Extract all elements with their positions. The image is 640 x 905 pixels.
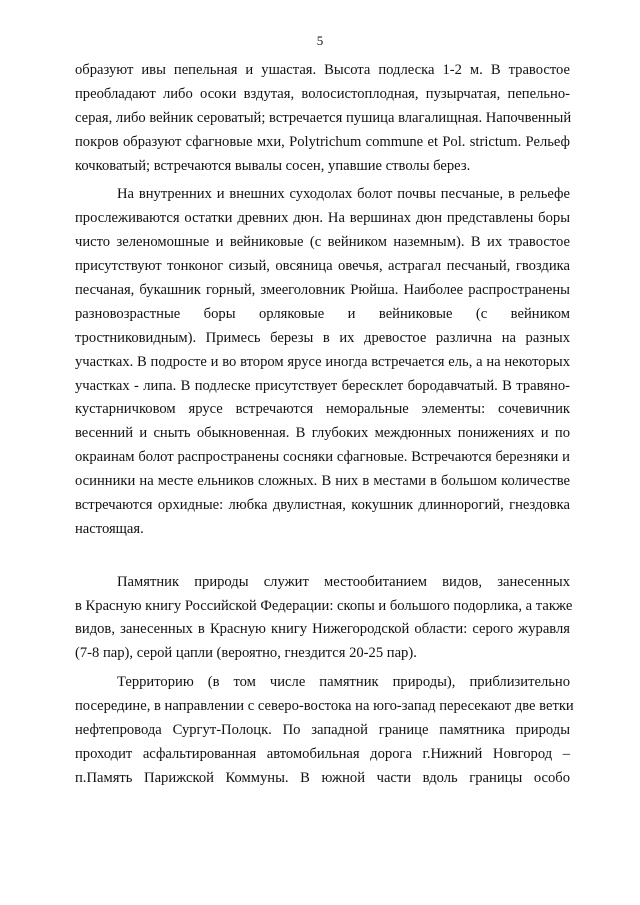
paragraph-2 (75, 183, 570, 565)
text-line: Памятник природы служит местообитанием видов, занесенных (117, 573, 570, 590)
text-line: весенний и сныть обыкновенная. В глубоких междюнных понижениях и по (75, 425, 570, 442)
text-line: тростниковидным). Примесь березы в их древостое различна на разных (75, 329, 570, 346)
document-body (75, 59, 574, 791)
text-line: разновозрастные боры орляковые и вейниковые (с вейником (75, 305, 570, 322)
text-line: окраинам болот распространены сосняки сфагновые. Встречаются березняки и (75, 449, 570, 466)
page-number: 5 (316, 33, 324, 48)
text-line: присутствуют тонконог сизый, овсяница овечья, астрагал песчаный, гвоздика (75, 258, 570, 275)
text-line: Территорию (в том числе памятник природы), приблизительно (117, 674, 570, 691)
paragraph-3 (75, 571, 573, 667)
text-line: (7-8 пар), серой цапли (вероятно, гнездится 20-25 пар). (75, 645, 417, 662)
text-line: проходит асфальтированная автомобильная дорога г.Нижний Новгород – (75, 745, 570, 762)
text-line: серая, либо вейник сероватый; встречается пушица влагалищная. Напочвенный (75, 109, 572, 126)
text-line: нефтепровода Сургут-Полоцк. По западной границе памятника природы (75, 722, 570, 739)
paragraph-1 (75, 59, 570, 178)
text-line: покров образуют сфагновые мхи, Polytrichum commune et Pol. strictum. Рельеф (75, 133, 570, 150)
text-line: участках - липа. В подлеске присутствует бересклет бородавчатый. В травяно- (75, 377, 570, 394)
text-line: кочковатый; встречаются вывалы сосен, упавшие стволы берез. (75, 157, 471, 174)
text-line: в Красную книгу Российской Федерации: скопы и большого подорлика, а также (75, 597, 573, 614)
text-line: прослеживаются остатки древних дюн. На вершинах дюн представлены боры (75, 210, 570, 227)
text-line (75, 542, 570, 566)
text-line: настоящая. (75, 520, 144, 537)
text-line: осинники на месте ельников сложных. В них в местами в большом количестве (75, 473, 570, 490)
text-line: песчаная, букашник горный, змееголовник Рюйша. Наиболее распространены (75, 282, 570, 299)
text-line: п.Память Парижской Коммуны. В южной части вдоль границы особо (75, 769, 570, 786)
text-line: преобладают либо осоки вздутая, волосистоплодная, пузырчатая, пепельно- (75, 85, 570, 102)
text-line: видов, занесенных в Красную книгу Нижегородской области: серого журавля (75, 621, 570, 638)
paragraph-4 (75, 671, 574, 790)
text-line: встречаются орхидные: любка двулистная, кокушник длиннорогий, гнездовка (75, 497, 570, 514)
text-line: образуют ивы пепельная и ушастая. Высота подлеска 1-2 м. В травостое (75, 62, 570, 78)
text-line: участках. В подросте и во втором ярусе иногда встречается ель, а на некоторых (75, 353, 570, 370)
text-line: На внутренних и внешних суходолах болот почвы песчаные, в рельефе (117, 186, 570, 203)
text-line: кустарничковом ярусе встречаются неморальные элементы: сочевичник (75, 401, 570, 418)
text-line: посередине, в направлении с северо-востока на юго-запад пересекают две ветки (75, 698, 574, 715)
text-line: чисто зеленомошные и вейниковые (с вейником наземным). В их травостое (75, 234, 570, 251)
